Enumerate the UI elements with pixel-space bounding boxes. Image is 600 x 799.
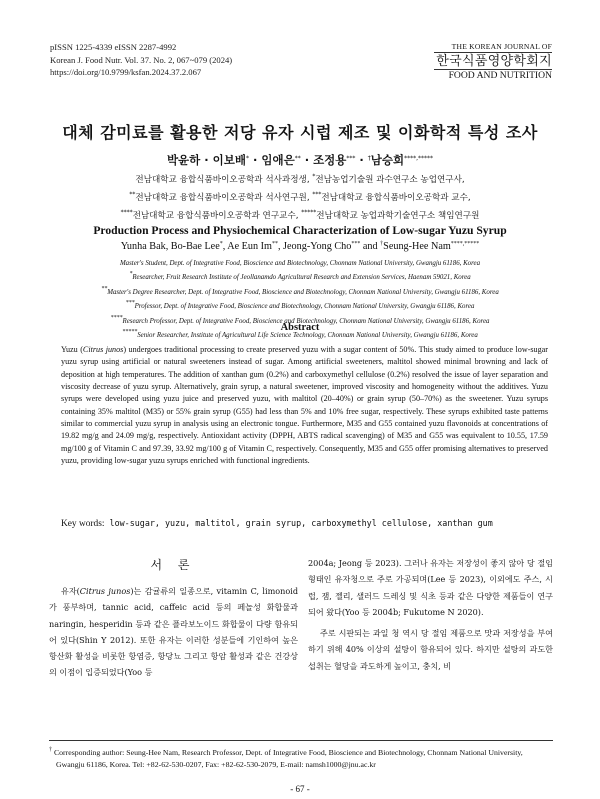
citation-block (50, 41, 232, 79)
journal-name-en-bottom: FOOD AND NUTRITION (434, 69, 552, 82)
body-column-right (308, 555, 553, 674)
body-column-left (49, 583, 298, 681)
issn: pISSN 1225-4339 eISSN 2287-4992 (50, 42, 177, 52)
footnote-divider (49, 740, 553, 741)
journal-citation: Korean J. Food Nutr. Vol. 37. No. 2, 067~079 (2024) (50, 54, 233, 65)
journal-name-en-top: THE KOREAN JOURNAL OF (434, 42, 552, 53)
paragraph: 유자(Citrus junos)는 감귤류의 일종으로, vitamin C, limonoid가 풍부하며, tannic acid, caffeic acid 등의 페놀성 화합물과 naringin, hesperidin 등과 같은 플라보노이드 화합물이 다량 함유되어 있다(Shin Y 2012). 또한 유자는 이러한 성분들에 기인하여 높은 항산화 활성을 비롯한 항염증, 항당뇨 그리고 항암 활성과 같은 건강상의 이점이 입증되었다(Yoo 등 (49, 586, 299, 678)
authors-english: Yunha Bak, Bo-Bae Lee*, Ae Eun Im**, Jeong-Yong Cho*** and †Seung-Hee Nam****,***** (120, 241, 480, 252)
affil-en-line: ****Research Professor, Dept. of Integrative Food, Bioscience and Biotechnology, Chonnam National University, Gwangju 61186, Korea (110, 314, 490, 325)
keywords-label: Key words: (61, 519, 105, 529)
title-korean: 대체 감미료를 활용한 저당 유자 시럽 제조 및 이화학적 특성 조사 (62, 123, 538, 142)
abstract-body: Yuzu (Citrus junos) undergoes traditional processing to create preserved yuzu with a sugar content of 50%. This study aimed to produce low-sugar yuzu syrup using artificial or natural sweeteners instead of sugar. Among artificial sweeteners, maltitol showed minimal browning and lack of deposition at high temperatures. The addition of xanthan gum (0.2%) and carboxymethyl cellulose (0.2%) resolved the issue of layer separation and viscosity decrease of yuzu syrup. Alternatively, grain syrup, a natural sweetener, improved viscosity and homogeneity without the additives. Yuzu syrups were developed using yuzu juice and preserved yuzu, with maltitol (20–40%) or grain syrup (50–70%) as the sweetener. Yuzu syrups containing 35% maltitol (M35) or 55% grain syrup (G55) had less than 5% and 10% free sugar, respectively. These syrups exhibited taste patterns similar to commercial yuzu syrup in analysis using an electronic tongue. Furthermore, M35 and G55 contained yuzu flavonoids at concentrations of 19.82 mg/g and 24.09 mg/g, respectively. Antioxidant activity (DPPH, ABTS radical scavenging) of M35 and G55 was equivalent to 10.55, 17.59 mg/100 g of Vitamin C and 97.39, 33.92 mg/100 g of Vitamin C, respectively. Consequently, M35 and G55 offer promising alternatives to preserved yuzu, providing low-sugar yuzu syrups enriched with functional ingredients. (61, 345, 548, 466)
affil-ko-line: **전남대학교 융합식품바이오공학과 석사연구원, ***전남대학교 융합식품바이오공학과 교수, (129, 190, 471, 203)
affil-ko-line: ****전남대학교 융합식품바이오공학과 연구교수, *****전남대학교 농업과학기술연구소 책임연구원 (120, 208, 480, 221)
affil-en-line: ***Professor, Dept. of Integrative Food, Bioscience and Biotechnology, Chonnam National University, Gwangju 61186, Korea (125, 300, 475, 311)
affil-ko-line: 전남대학교 융합식품바이오공학과 석사과정생, *전남농업기술원 과수연구소 농업연구사, (135, 173, 465, 185)
affiliations-korean (0, 170, 600, 223)
page-number: - 67 - (290, 784, 310, 794)
journal-logo (434, 42, 552, 82)
journal-name-ko: 한국식품영양학회지 (436, 54, 552, 69)
section-heading-introduction: 서 론 (150, 558, 196, 572)
affil-en-line: **Master's Degree Researcher, Dept. of Integrative Food, Bioscience and Biotechnology, Chonnam National University, Gwangju 61186, Korea (101, 285, 499, 296)
doi-link[interactable]: https://doi.org/10.9799/ksfan.2024.37.2.067 (50, 67, 202, 77)
keywords-list: low-sugar, yuzu, maltitol, grain syrup, carboxymethyl cellulose, xanthan gum (104, 518, 493, 528)
title-english: Production Process and Physiochemical Characterization of Low-sugar Yuzu Syrup (93, 224, 507, 237)
affil-en-line: *****Senior Researcher, Institute of Agricultural Life Science Technology, Chonnam National University, Gwangju 61186, Korea (122, 329, 478, 340)
corresponding-author-footnote: † Corresponding author: Seung-Hee Nam, Research Professor, Dept. of Integrative Food, Bioscience and Biotechnology, Chonnam National University, Gwangju 61186, Korea. Tel: +82-62-530-0207, Fax: +82-62-530-2079, E-mail: namsh1000@jnu.ac.kr (49, 747, 523, 769)
affil-en-line: Master's Student, Dept. of Integrative Food, Bioscience and Biotechnology, Chonnam National University, Gwangju 61186, Korea (119, 260, 481, 267)
abstract-heading: Abstract (280, 322, 320, 333)
keywords (61, 518, 548, 529)
paragraph: 주로 시판되는 과일 청 역시 당 절임 제품으로 맛과 저장성을 부여하기 위해 40% 이상의 설탕이 함유되어 있다. 하지만 설탕의 과도한 섭취는 혈당을 과도하게 높이고, 충치, 비 (308, 628, 553, 671)
authors-korean: 박윤하 · 이보배* · 임애은** · 조정용*** · †남승희****,***** (166, 153, 434, 167)
paragraph: 2004a; Jeong 등 2023). 그러나 유자는 저장성이 좋지 않아 당 절임 형태인 유자청으로 주로 가공되며(Lee 등 2023), 이외에도 주스, 시럽, 잼, 젤리, 샐러드 드레싱 및 식초 등과 같은 다양한 제품들이 연구 되어 왔다(Yoo 등 2004b; Fukutome N 2020). (308, 558, 553, 617)
affil-en-line: *Researcher, Fruit Research Institute of Jeollanamdo Agricultural Research and Extension Services, Haenam 59021, Korea (129, 271, 471, 282)
